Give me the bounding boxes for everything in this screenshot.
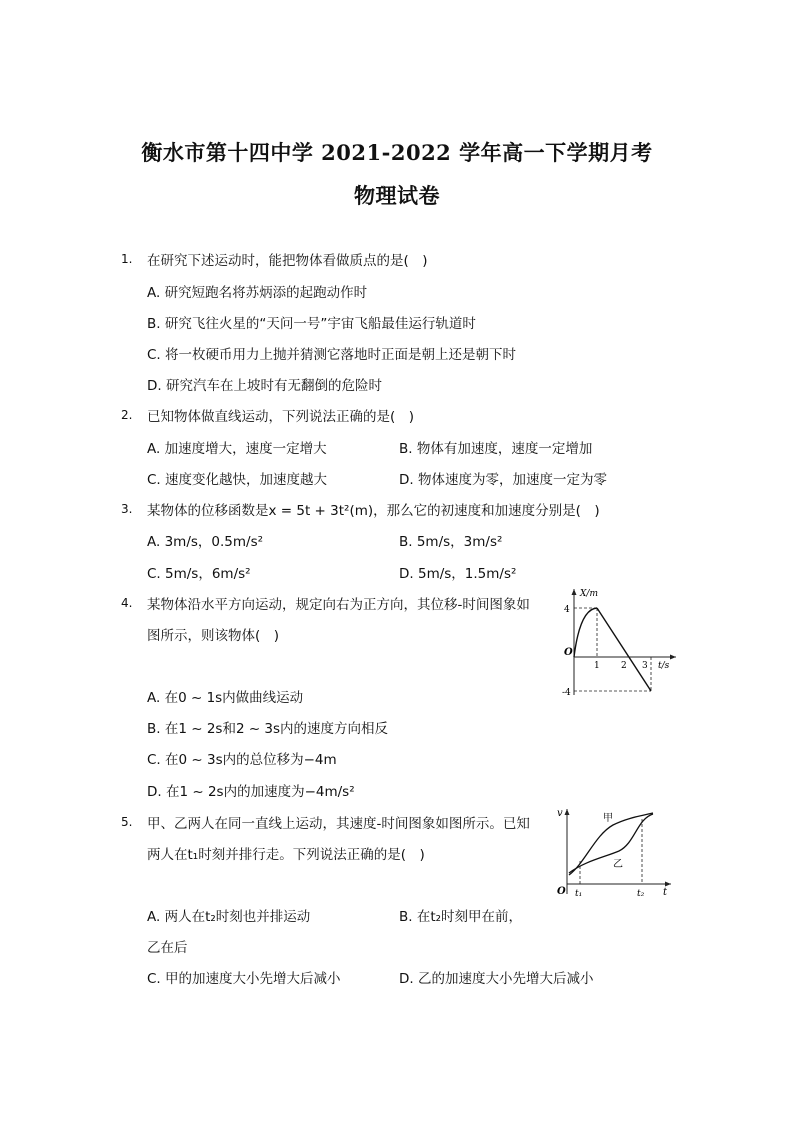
option-b: B. 5m/s，3m/s²	[399, 534, 503, 550]
y-axis-label: v	[557, 808, 563, 819]
question-stem: 已知物体做直线运动，下列说法正确的是( )	[147, 409, 415, 425]
origin-label: O	[564, 647, 573, 658]
y-tick-neg4: -4	[562, 688, 571, 698]
origin-label: O	[557, 886, 566, 897]
question-stem: 在研究下述运动时，能把物体看做质点的是( )	[147, 253, 428, 269]
option-c: C. 速度变化越快，加速度越大	[147, 472, 328, 488]
x-axis-label: t/s	[658, 661, 670, 671]
option-d: D. 物体速度为零，加速度一定为零	[399, 472, 607, 488]
x-axis-label: t	[663, 887, 668, 897]
x-tick-t1: t₁	[575, 889, 583, 897]
curve-label-yi: 乙	[613, 859, 623, 870]
option-a: A. 加速度增大，速度一定增大	[147, 441, 327, 457]
option-d: D. 研究汽车在上坡时有无翻倒的危险时	[147, 378, 382, 394]
x-tick-t2: t₂	[637, 889, 645, 897]
option-b: B. 研究飞往火星的“天问一号”宇宙飞船最佳运行轨道时	[147, 316, 476, 332]
position-time-graph	[560, 585, 680, 700]
question-number: 1.	[121, 252, 133, 266]
question-number: 2.	[121, 408, 133, 422]
question-stem: 某物体的位移函数是x = 5t + 3t²(m)，那么它的初速度和加速度分别是( )	[147, 503, 600, 519]
x-tick-3: 3	[642, 661, 648, 671]
question-stem-line2: 图所示，则该物体( )	[147, 628, 280, 644]
question-stem-line1: 甲、乙两人在同一直线上运动，其速度-时间图象如图所示。已知	[147, 816, 530, 832]
option-b: B. 在t₂时刻甲在前，	[399, 909, 523, 925]
line-segment	[597, 608, 651, 691]
option-c: C. 5m/s，6m/s²	[147, 566, 251, 582]
option-d: D. 在1 ~ 2s内的加速度为−4m/s²	[147, 784, 355, 800]
question-number: 3.	[121, 502, 133, 516]
page-title: 衡水市第十四中学 2021-2022 学年高一下学期月考	[141, 140, 653, 165]
option-a: A. 研究短跑名将苏炳添的起跑动作时	[147, 285, 368, 301]
option-b-continued: 乙在后	[147, 940, 188, 956]
option-a: A. 3m/s，0.5m/s²	[147, 534, 264, 550]
option-c: C. 在0 ~ 3s内的总位移为−4m	[147, 752, 337, 768]
option-b: B. 在1 ~ 2s和2 ~ 3s内的速度方向相反	[147, 721, 389, 737]
option-d: D. 5m/s，1.5m/s²	[399, 566, 517, 582]
y-tick-4: 4	[564, 605, 570, 615]
question-stem-line1: 某物体沿水平方向运动，规定向右为正方向，其位移-时间图象如	[147, 597, 530, 613]
velocity-time-graph	[555, 805, 675, 897]
x-tick-1: 1	[594, 661, 600, 671]
curve-label-jia: 甲	[603, 813, 613, 824]
option-c: C. 甲的加速度大小先增大后减小	[147, 971, 341, 987]
option-c: C. 将一枚硬币用力上抛并猜测它落地时正面是朝上还是朝下时	[147, 347, 517, 363]
question-number: 4.	[121, 596, 133, 610]
option-a: A. 两人在t₂时刻也并排运动	[147, 909, 311, 925]
option-a: A. 在0 ~ 1s内做曲线运动	[147, 690, 304, 706]
question-number: 5.	[121, 815, 133, 829]
x-tick-2: 2	[621, 661, 627, 671]
y-axis-label: X/m	[580, 589, 598, 599]
page-subtitle: 物理试卷	[354, 183, 440, 208]
option-d: D. 乙的加速度大小先增大后减小	[399, 971, 594, 987]
option-b: B. 物体有加速度，速度一定增加	[399, 441, 593, 457]
curve-segment	[574, 608, 597, 657]
question-stem-line2: 两人在t₁时刻并排行走。下列说法正确的是( )	[147, 847, 425, 863]
